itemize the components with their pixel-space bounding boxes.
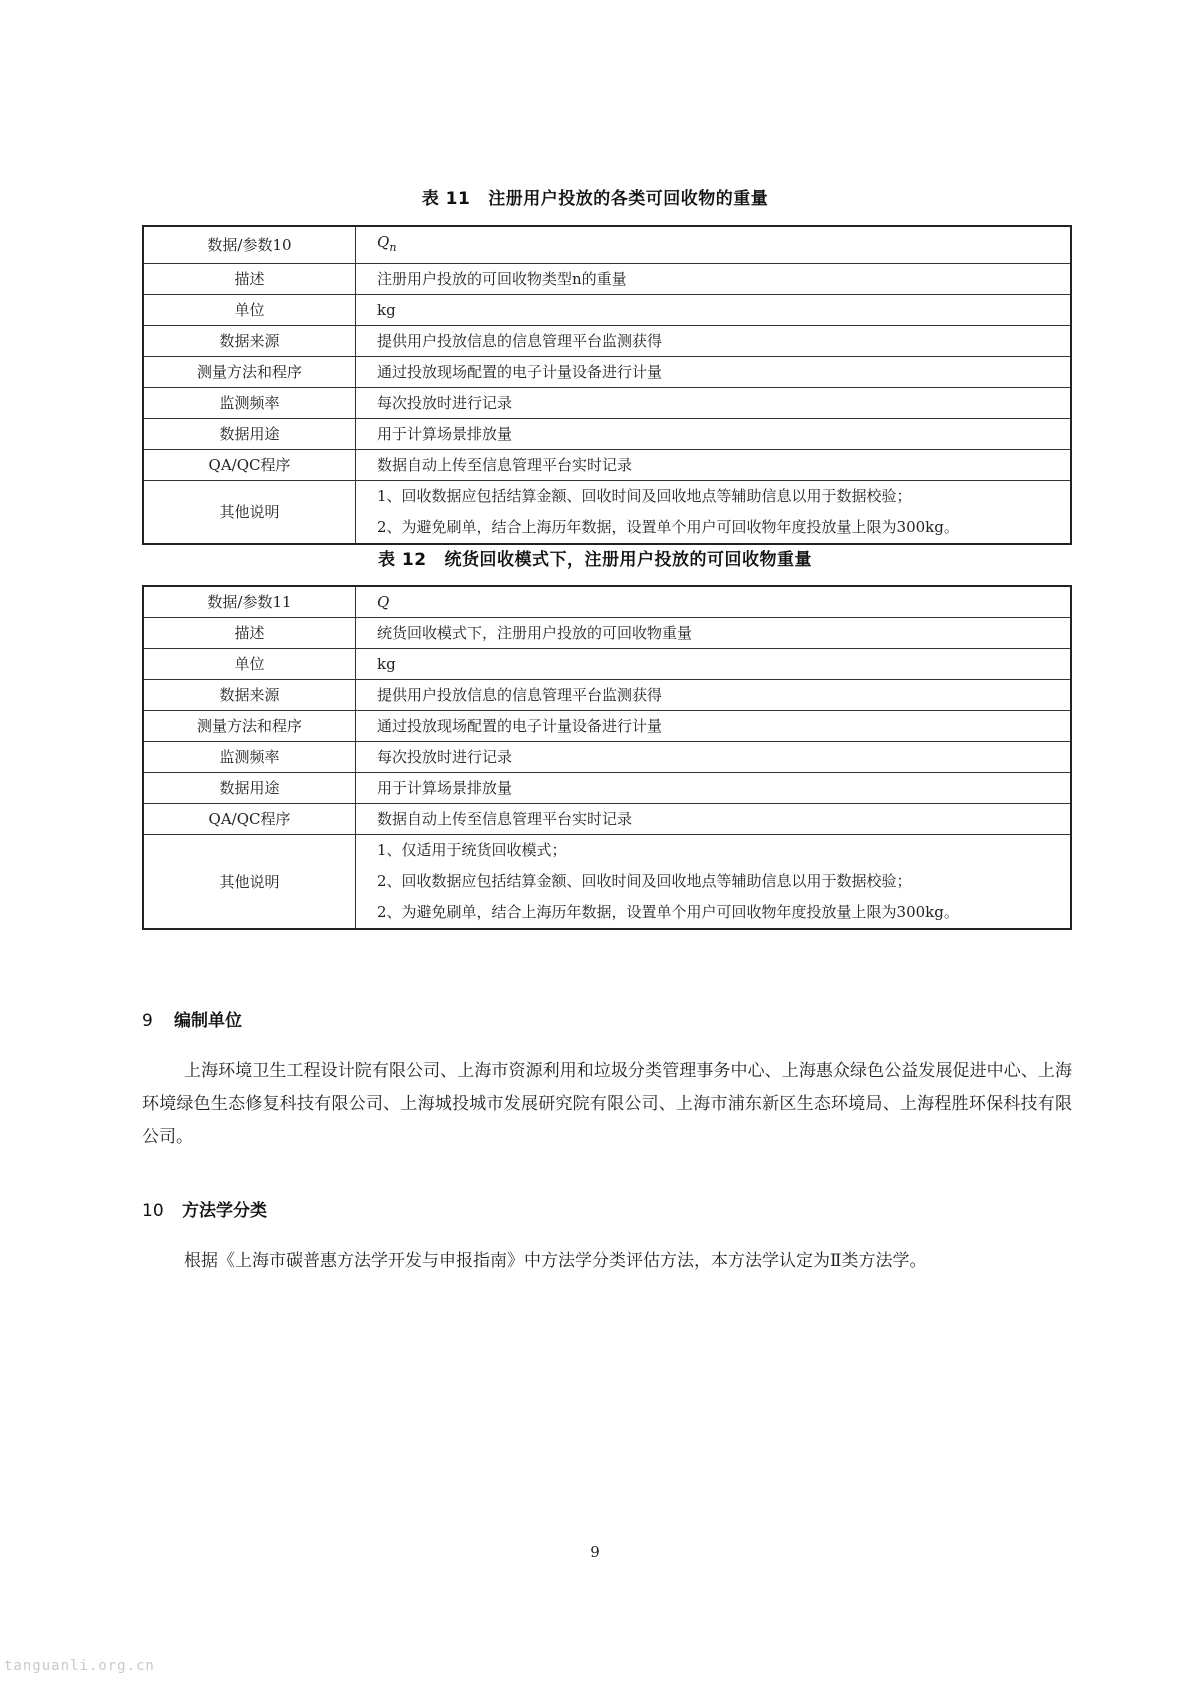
table-row bbox=[143, 226, 1071, 264]
param-symbol: $Q_n$ bbox=[356, 226, 1072, 264]
row-label: 数据用途 bbox=[143, 773, 356, 804]
table-11 bbox=[142, 225, 1072, 545]
table-row bbox=[143, 357, 1071, 388]
section-number: 10 bbox=[142, 1201, 164, 1221]
page-number: 9 bbox=[590, 1543, 600, 1561]
note-line: 2、为避免刷单，结合上海历年数据，设置单个用户可回收物年度投放量上限为300kg。 bbox=[377, 518, 959, 536]
row-value: 提供用户投放信息的信息管理平台监测获得 bbox=[356, 680, 1072, 711]
section-9-paragraph: 上海环境卫生工程设计院有限公司、上海市资源利用和垃圾分类管理事务中心、上海惠众绿色公益发展促进中心、上海环境绿色生态修复科技有限公司、上海城投城市发展研究院有限公司、上海市浦东新区生态环境局、上海程胜环保科技有限公司。 bbox=[142, 1061, 1072, 1147]
table-12-caption bbox=[0, 545, 1190, 570]
row-value: 用于计算场景排放量 bbox=[356, 419, 1072, 450]
table-row bbox=[143, 295, 1071, 326]
table-row bbox=[143, 618, 1071, 649]
param-label: 数据/参数11 bbox=[143, 586, 356, 618]
row-label: 监测频率 bbox=[143, 742, 356, 773]
table-row bbox=[143, 649, 1071, 680]
section-10-heading bbox=[142, 1196, 267, 1221]
row-label: 其他说明 bbox=[143, 481, 356, 545]
note-line: 1、仅适用于统货回收模式； bbox=[377, 841, 567, 859]
table-row bbox=[143, 264, 1071, 295]
note-line: 1、回收数据应包括结算金额、回收时间及回收地点等辅助信息以用于数据校验； bbox=[377, 487, 912, 505]
row-label: 数据来源 bbox=[143, 680, 356, 711]
row-label: 描述 bbox=[143, 264, 356, 295]
table-12 bbox=[142, 585, 1072, 930]
table-11-caption bbox=[0, 184, 1190, 209]
row-value: 通过投放现场配置的电子计量设备进行计量 bbox=[356, 711, 1072, 742]
row-value: 用于计算场景排放量 bbox=[356, 773, 1072, 804]
row-label: QA/QC程序 bbox=[143, 804, 356, 835]
row-label: 其他说明 bbox=[143, 835, 356, 930]
row-label: 数据用途 bbox=[143, 419, 356, 450]
row-label: 描述 bbox=[143, 618, 356, 649]
table-row bbox=[143, 742, 1071, 773]
table-row bbox=[143, 804, 1071, 835]
table-11-number: 表 11 bbox=[421, 189, 471, 209]
row-value: 每次投放时进行记录 bbox=[356, 742, 1072, 773]
table-row bbox=[143, 773, 1071, 804]
row-value: 每次投放时进行记录 bbox=[356, 388, 1072, 419]
table-12-title: 统货回收模式下，注册用户投放的可回收物重量 bbox=[444, 550, 813, 570]
table-row bbox=[143, 835, 1071, 930]
watermark-text: tanguanli.org.cn bbox=[4, 1658, 155, 1674]
row-value: kg bbox=[356, 295, 1072, 326]
row-value-notes bbox=[356, 835, 1072, 930]
section-title: 方法学分类 bbox=[182, 1201, 267, 1221]
table-row bbox=[143, 419, 1071, 450]
table-row bbox=[143, 586, 1071, 618]
row-label: 测量方法和程序 bbox=[143, 711, 356, 742]
row-label: 数据来源 bbox=[143, 326, 356, 357]
param-label: 数据/参数10 bbox=[143, 226, 356, 264]
section-10-paragraph: 根据《上海市碳普惠方法学开发与申报指南》中方法学分类评估方法，本方法学认定为Ⅱ类方法学。 bbox=[184, 1251, 927, 1271]
row-value: 提供用户投放信息的信息管理平台监测获得 bbox=[356, 326, 1072, 357]
row-value: kg bbox=[356, 649, 1072, 680]
row-label: 测量方法和程序 bbox=[143, 357, 356, 388]
table-12-number: 表 12 bbox=[377, 550, 427, 570]
table-row bbox=[143, 680, 1071, 711]
param-symbol: Q bbox=[356, 586, 1072, 618]
row-value: 通过投放现场配置的电子计量设备进行计量 bbox=[356, 357, 1072, 388]
section-number: 9 bbox=[142, 1011, 153, 1031]
table-row bbox=[143, 711, 1071, 742]
section-title: 编制单位 bbox=[174, 1011, 242, 1031]
row-value: 数据自动上传至信息管理平台实时记录 bbox=[356, 450, 1072, 481]
table-11-title: 注册用户投放的各类可回收物的重量 bbox=[488, 189, 769, 209]
row-label: 监测频率 bbox=[143, 388, 356, 419]
table-row bbox=[143, 388, 1071, 419]
row-label: 单位 bbox=[143, 295, 356, 326]
table-row bbox=[143, 326, 1071, 357]
table-row bbox=[143, 450, 1071, 481]
table-row bbox=[143, 481, 1071, 545]
row-label: QA/QC程序 bbox=[143, 450, 356, 481]
row-value: 注册用户投放的可回收物类型n的重量 bbox=[356, 264, 1072, 295]
row-value: 统货回收模式下，注册用户投放的可回收物重量 bbox=[356, 618, 1072, 649]
note-line: 2、为避免刷单，结合上海历年数据，设置单个用户可回收物年度投放量上限为300kg。 bbox=[377, 903, 959, 921]
note-line: 2、回收数据应包括结算金额、回收时间及回收地点等辅助信息以用于数据校验； bbox=[377, 872, 912, 890]
row-value-notes bbox=[356, 481, 1072, 545]
section-9-heading bbox=[142, 1006, 242, 1031]
row-label: 单位 bbox=[143, 649, 356, 680]
row-value: 数据自动上传至信息管理平台实时记录 bbox=[356, 804, 1072, 835]
